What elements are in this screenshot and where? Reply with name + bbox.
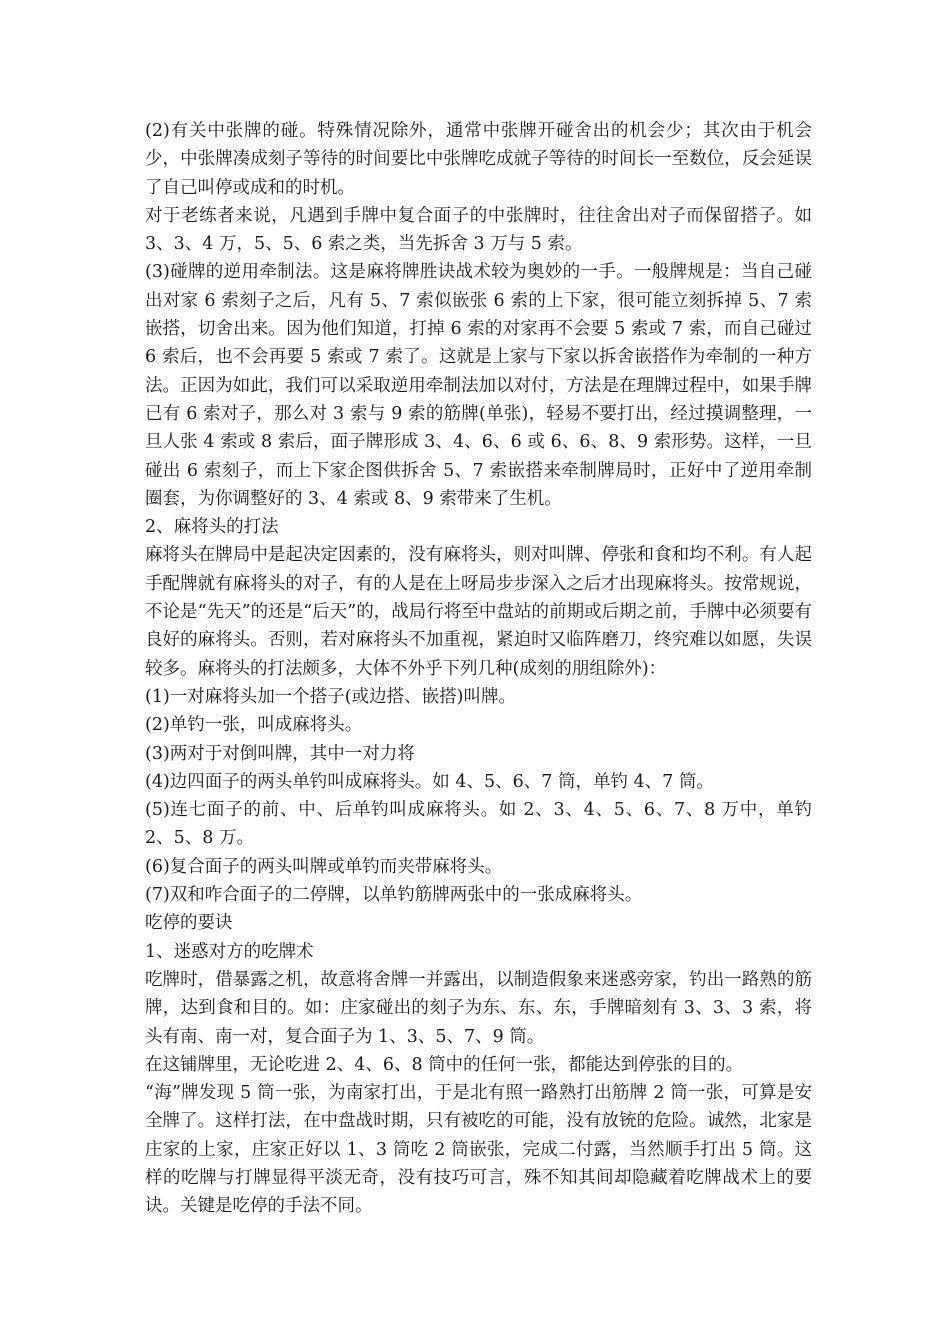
paragraph: 麻将头在牌局中是起决定因素的，没有麻将头，则对叫牌、停张和食和均不利。有人起手配牌就有麻将头的对子，有的人是在上呀局步步深入之后才出现麻将头。按常规说，不论是“先天”的还是“后天”的，战局行将至中盘站的前期或后期之前，手牌中必须要有良好的麻将头。否则，若对麻将头不加重视，紧迫时又临阵磨刀，终究难以如愿，失误较多。麻将头的打法颇多，大体不外乎下列几种(成刻的朋组除外)：	[145, 545, 812, 679]
paragraph: 对于老练者来说，凡遇到手牌中复合面子的中张牌时，往往舍出对子而保留搭子。如 3、3、4 万，5、5、6 索之类，当先拆舍 3 万与 5 索。	[145, 205, 812, 255]
section-heading: 2、麻将头的打法	[145, 517, 279, 538]
subsection-heading: 1、迷惑对方的吃牌术	[145, 941, 314, 962]
list-item: (7)双和咋合面子的二停牌，以单钓筋牌两张中的一张成麻将头。	[145, 885, 643, 906]
list-item: (3)两对于对倒叫牌，其中一对力将	[145, 743, 415, 764]
paragraph: 在这铺牌里，无论吃进 2、4、6、8 筒中的任何一张，都能达到停张的目的。	[145, 1054, 744, 1075]
list-item: (4)边四面子的两头单钓叫成麻将头。如 4、5、6、7 筒，单钓 4、7 筒。	[145, 771, 714, 792]
list-item: (5)连七面子的前、中、后单钓叫成麻将头。如 2、3、4、5、6、7、8 万中，单钓 2、5、8 万。	[145, 800, 812, 849]
paragraph: 吃牌时，借暴露之机，故意将舍牌一并露出，以制造假象来迷惑旁家，钓出一路熟的筋牌，达到食和目的。如：庄家碰出的刻子为东、东、东，手牌暗刻有 3、3、3 索，将头有南、南一对，复合面子为 1、3、5、7、9 筒。	[145, 969, 812, 1047]
document-page	[145, 117, 812, 1221]
paragraph: (2)有关中张牌的碰。特殊情况除外，通常中张牌开碰舍出的机会少；其次由于机会少，中张牌凑成刻子等待的时间要比中张牌吃成就子等待的时间长一至数位，反会延误了自己叫停或成和的时机。	[145, 121, 812, 198]
paragraph: (3)碰牌的逆用牵制法。这是麻将牌胜诀战术较为奥妙的一手。一般牌规是：当自己碰出对家 6 索刻子之后，凡有 5、7 索似嵌张 6 索的上下家，很可能立刻拆掉 5、7 索嵌搭，切舍出来。因为他们知道，打掉 6 索的对家再不会要 5 索或 7 索，而自己碰过 6 索后，也不会再要 5 索或 7 索了。这就是上家与下家以拆舍嵌搭作为牵制的一种方法。正因为如此，我们可以采取逆用牵制法加以对付，方法是在理牌过程中，如果手牌已有 6 索对子，那么对 3 索与 9 索的筋牌(单张)，轻易不要打出，经过摸调整理，一旦人张 4 索或 8 索后，面子牌形成 3、4、6、6 或 6、6、8、9 索形势。这样，一旦碰出 6 索刻子，而上下家企图供拆舍 5、7 索嵌搭来牵制牌局时，正好中了逆用牵制圈套，为你调整好的 3、4 索或 8、9 索带来了生机。	[145, 262, 812, 509]
list-item: (2)单钓一张，叫成麻将头。	[145, 715, 363, 736]
list-item: (1)一对麻将头加一个搭子(或边搭、嵌搭)叫牌。	[145, 686, 516, 707]
paragraph: “海”牌发现 5 筒一张，为南家打出，于是北有照一路熟打出筋牌 2 筒一张，可算是安全牌了。这样打法，在中盘战时期，只有被吃的可能，没有放铳的危险。诚然，北家是庄家的上家，庄家正好以 1、3 筒吃 2 筒嵌张，完成二付露，当然顺手打出 5 筒。这样的吃牌与打牌显得平淡无奇，没有技巧可言，殊不知其间却隐藏着吃牌战术上的要诀。关键是吃停的手法不同。	[145, 1083, 812, 1217]
section-heading: 吃停的要诀	[145, 913, 233, 934]
list-item: (6)复合面子的两头叫牌或单钓而夹带麻将头。	[145, 856, 503, 877]
